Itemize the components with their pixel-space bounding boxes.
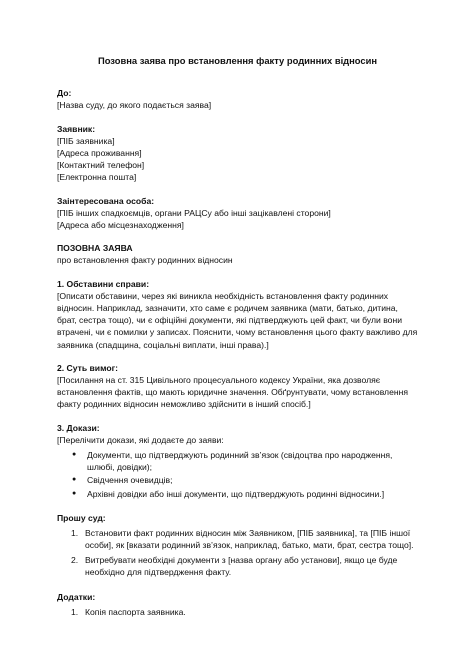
list-item-text: Встановити факт родинних відносин між Заявником, [ПІБ заявника], та [ПІБ іншої особи], як [вказати родинний зв’язок, наприклад, батько, мати, брат, сестра тощо]. — [85, 528, 414, 551]
interested-heading: Заінтересована особа: — [57, 195, 155, 206]
evidence-intro: [Перелічити докази, які додаєте до заяви: — [57, 434, 224, 445]
circumstances-section — [57, 278, 418, 351]
circumstances-text: [Описати обставини, через які виникла необхідність встановлення факту родинних відносин. Наприклад, зазначити, хто саме є родичем заявника (мати, батько, дитина, брат, сестра тощо), чи є офіційні документи, які підтверджують цей факт, чи були вони втрачені, чи є помилки у записах. Пояснити, чому встановлення цього факту важливо для заявника (спадщина, соціальні виплати, інші права).] — [57, 290, 418, 350]
list-item-text: Копія паспорта заявника. — [85, 607, 186, 618]
applicant-phone: [Контактний телефон] — [57, 160, 145, 171]
claim-header — [57, 242, 418, 266]
list-item-text: Витребувати необхідні документи з [назва органу або установи], якщо це буде необхідно для підтвердження факту. — [85, 554, 398, 577]
evidence-heading: 3. Докази: — [57, 422, 100, 433]
list-item: ● Документи, що підтверджують родинний зв’язок (свідоцтва про народження, шлюбі, довідки); — [87, 449, 418, 473]
circumstances-heading: 1. Обставини справи: — [57, 278, 150, 289]
to-section — [57, 87, 418, 111]
applicant-heading: Заявник: — [57, 123, 96, 134]
list-item: ● Свідчення очевидців; — [87, 474, 418, 486]
interested-section — [57, 195, 418, 232]
interested-address: [Адреса або місцезнаходження] — [57, 220, 184, 231]
list-item — [71, 554, 418, 578]
applicant-email: [Електронна пошта] — [57, 172, 137, 183]
evidence-list — [57, 449, 418, 500]
to-heading: До: — [57, 88, 72, 99]
request-section — [57, 512, 418, 578]
list-item: ● Архівні довідки або інші документи, що підтверджують родинні відносини.] — [87, 488, 418, 500]
claim-heading: ПОЗОВНА ЗАЯВА — [57, 243, 133, 254]
attachments-heading: Додатки: — [57, 591, 96, 602]
list-item — [71, 527, 418, 551]
applicant-name: [ПІБ заявника] — [57, 135, 115, 146]
applicant-section — [57, 123, 418, 184]
list-number: 2. — [71, 554, 79, 565]
applicant-address: [Адреса проживання] — [57, 148, 142, 159]
claim-subheading: про встановлення факту родинних відносин — [57, 255, 233, 266]
claims-essence-text: [Посилання на ст. 315 Цивільного процесуального кодексу України, яка дозволяє встановлення фактів, що мають юридичне значення. Обґрунтувати, чому встановлення факту родинних відносин неможливо здійснити в інший спосіб.] — [57, 375, 408, 410]
evidence-section — [57, 422, 418, 500]
claims-essence-section — [57, 362, 418, 411]
request-list — [57, 527, 418, 578]
claims-essence-heading: 2. Суть вимог: — [57, 362, 119, 373]
interested-parties: [ПІБ інших спадкоємців, органи РАЦСу або інші зацікавлені сторони] — [57, 207, 331, 218]
attachments-section — [57, 591, 418, 618]
list-number: 1. — [71, 528, 79, 539]
request-heading: Прошу суд: — [57, 512, 106, 523]
list-item — [71, 606, 418, 618]
attachments-list — [57, 606, 418, 618]
list-number: 1. — [71, 607, 79, 618]
document-title: Позовна заява про встановлення факту родинних відносин — [97, 55, 378, 66]
court-name: [Назва суду, до якого подається заява] — [57, 100, 212, 111]
